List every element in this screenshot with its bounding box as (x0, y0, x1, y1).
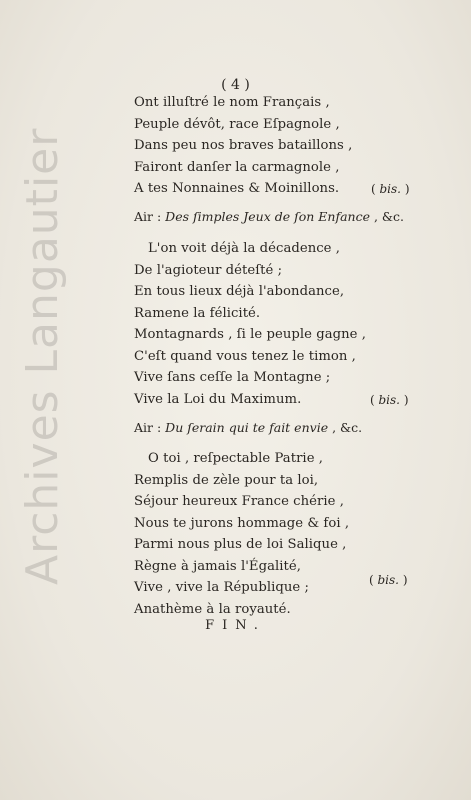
air-tune: Des ſimples Jeux de ſon Enfance (165, 209, 370, 224)
verse-line: A tes Nonnaines & Moinillons. (134, 181, 340, 196)
air-prefix: Air : (134, 209, 162, 224)
verse-line: Anathème à la royauté. (134, 602, 291, 617)
verse-line: Remplis de zèle pour ta loi, (134, 473, 319, 488)
verse-line: Ramene la félicité. (134, 306, 261, 321)
verse-line: Vive la Loi du Maximum. (134, 392, 302, 407)
verse-line: Séjour heureux France chérie , (134, 494, 344, 509)
verse-line: Ont illuſtré le nom Français , (134, 95, 330, 110)
verse-line: Parmi nous plus de loi Salique , (134, 537, 347, 552)
verse-line: De l'agioteur déteſté ; (134, 263, 283, 278)
bis-text: bis. (379, 182, 401, 196)
fin-label: FIN. (205, 618, 266, 633)
verse-line: Dans peu nos braves bataillons , (134, 138, 353, 153)
air-prefix: Air : (134, 420, 162, 435)
verse-line: Peuple dévôt, race Eſpagnole , (134, 117, 340, 132)
verse-line: O toi , reſpectable Patrie , (148, 451, 324, 466)
bis-marker: ( bis. ) (371, 182, 410, 196)
air-heading (134, 420, 362, 435)
verse-line: Vive ſans ceſſe la Montagne ; (134, 370, 331, 385)
air-heading (134, 209, 404, 224)
air-tune: Du ſerain qui te fait envie (165, 420, 329, 435)
air-suffix: , &c. (332, 420, 363, 435)
air-suffix: , &c. (373, 209, 405, 224)
watermark: Archives Langautier (17, 127, 68, 585)
bis-marker: ( bis. ) (369, 573, 408, 587)
verse-line: En tous lieux déjà l'abondance, (134, 284, 345, 299)
verse-line: Règne à jamais l'Égalité, (134, 559, 301, 574)
bis-marker: ( bis. ) (370, 393, 409, 407)
verse-line: L'on voit déjà la décadence , (148, 241, 341, 256)
verse-line: Nous te jurons hommage & foi , (134, 516, 350, 531)
verse-line: Vive , vive la République ; (134, 580, 309, 595)
verse-line: Fairont danſer la carmagnole , (134, 160, 340, 175)
bis-text: bis. (378, 393, 400, 407)
page-number: ( 4 ) (221, 77, 250, 93)
bis-text: bis. (377, 573, 399, 587)
verse-line: C'eſt quand vous tenez le timon , (134, 349, 356, 364)
verse-line: Montagnards , ſi le peuple gagne , (134, 327, 367, 342)
